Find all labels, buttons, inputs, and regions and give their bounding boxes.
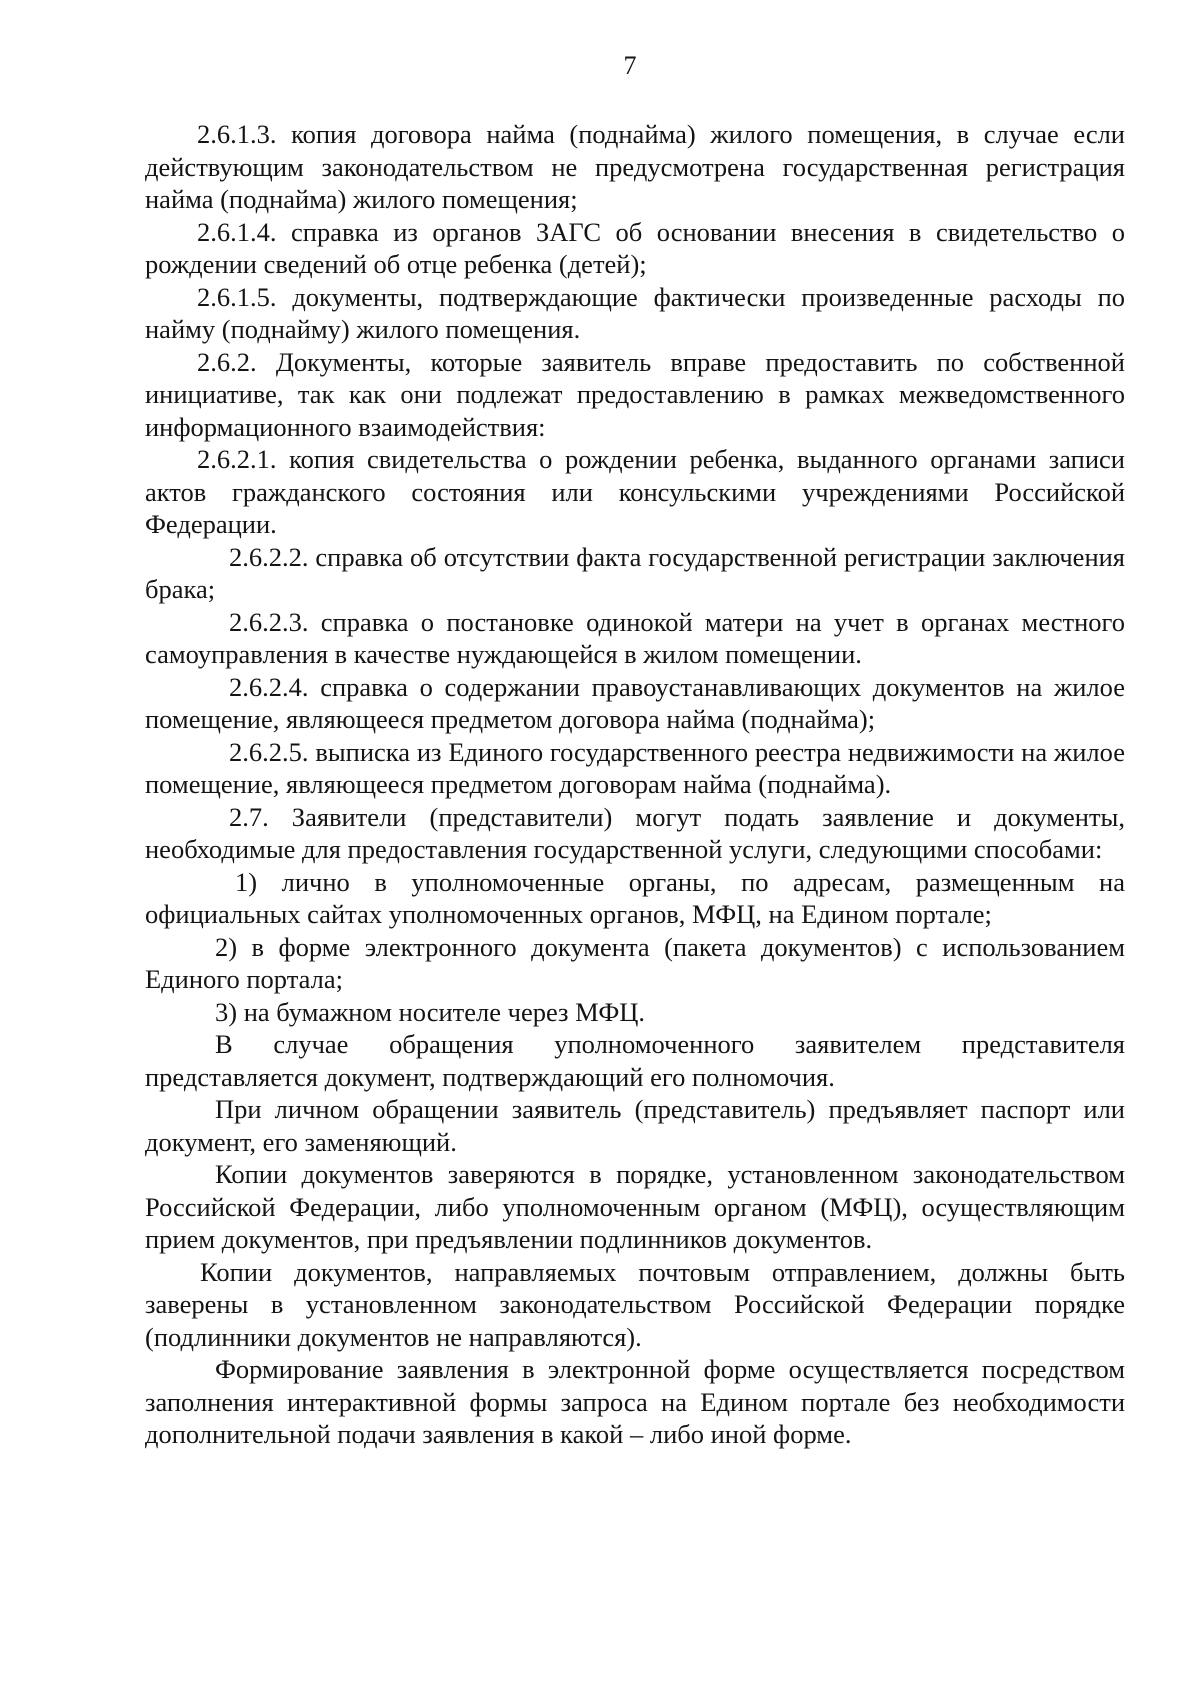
- paragraph-2-6-1-5: 2.6.1.5. документы, подтверждающие фактически произведенные расходы по найму (поднайму) жилого помещения.: [145, 281, 1125, 344]
- page-number: 7: [623, 51, 637, 80]
- paragraph-2-6-2-3: 2.6.2.3. справка о постановке одинокой матери на учет в органах местного самоуправления в качестве нуждающейся в жилом помещении.: [145, 606, 1125, 669]
- paragraph-2-6-2-4: 2.6.2.4. справка о содержании правоустанавливающих документов на жилое помещение, являющееся предметом договора найма (поднайма);: [145, 671, 1125, 734]
- paragraph-2-6-2-1: 2.6.2.1. копия свидетельства о рождении ребенка, выданного органами записи актов гражданского состояния или консульскими учреждениями Российской Федерации.: [145, 444, 1125, 539]
- paragraph-electronic-form: Формирование заявления в электронной форме осуществляется посредством заполнения интерактивной формы запроса на Едином портале без необходимости дополнительной подачи заявления в какой – либо иной форме.: [145, 1354, 1125, 1449]
- paragraph-2-6-1-3: 2.6.1.3. копия договора найма (поднайма) жилого помещения, в случае если действующим законодательством не предусмотрена государственная регистрация найма (поднайма) жилого помещения;: [145, 119, 1125, 214]
- paragraph-2-6-1-4: 2.6.1.4. справка из органов ЗАГС об основании внесения в свидетельство о рождении сведений об отце ребенка (детей);: [145, 216, 1125, 279]
- list-item-2: 2) в форме электронного документа (пакета документов) с использованием Единого портала;: [145, 931, 1125, 994]
- paragraph-2-6-2-5: 2.6.2.5. выписка из Единого государственного реестра недвижимости на жилое помещение, являющееся предметом договорам найма (поднайма).: [145, 736, 1125, 799]
- paragraph-copies-certified: Копии документов заверяются в порядке, установленном законодательством Российской Федерации, либо уполномоченным органом (МФЦ), осуществляющим прием документов, при предъявлении подлинников документов.: [145, 1159, 1125, 1254]
- paragraph-personal-visit: При личном обращении заявитель (представитель) предъявляет паспорт или документ, его заменяющий.: [145, 1094, 1125, 1157]
- paragraph-2-6-2: 2.6.2. Документы, которые заявитель вправе предоставить по собственной инициативе, так как они подлежат предоставлению в рамках межведомственного информационного взаимодействия:: [145, 346, 1125, 442]
- list-item-1: 1) лично в уполномоченные органы, по адресам, размещенным на официальных сайтах уполномоченных органов, МФЦ, на Едином портале;: [145, 866, 1125, 929]
- paragraph-representative: В случае обращения уполномоченного заявителем представителя представляется документ, подтверждающий его полномочия.: [145, 1029, 1125, 1092]
- list-item-3: 3) на бумажном носителе через МФЦ.: [215, 996, 646, 1027]
- paragraph-2-6-2-2: 2.6.2.2. справка об отсутствии факта государственной регистрации заключения брака;: [145, 541, 1125, 604]
- paragraph-2-7: 2.7. Заявители (представители) могут подать заявление и документы, необходимые для предоставления государственной услуги, следующими способами:: [145, 801, 1125, 864]
- paragraph-copies-mailed: Копии документов, направляемых почтовым отправлением, должны быть заверены в установленном законодательством Российской Федерации порядке (подлинники документов не направляются).: [145, 1256, 1125, 1352]
- document-body: [145, 118, 1125, 1451]
